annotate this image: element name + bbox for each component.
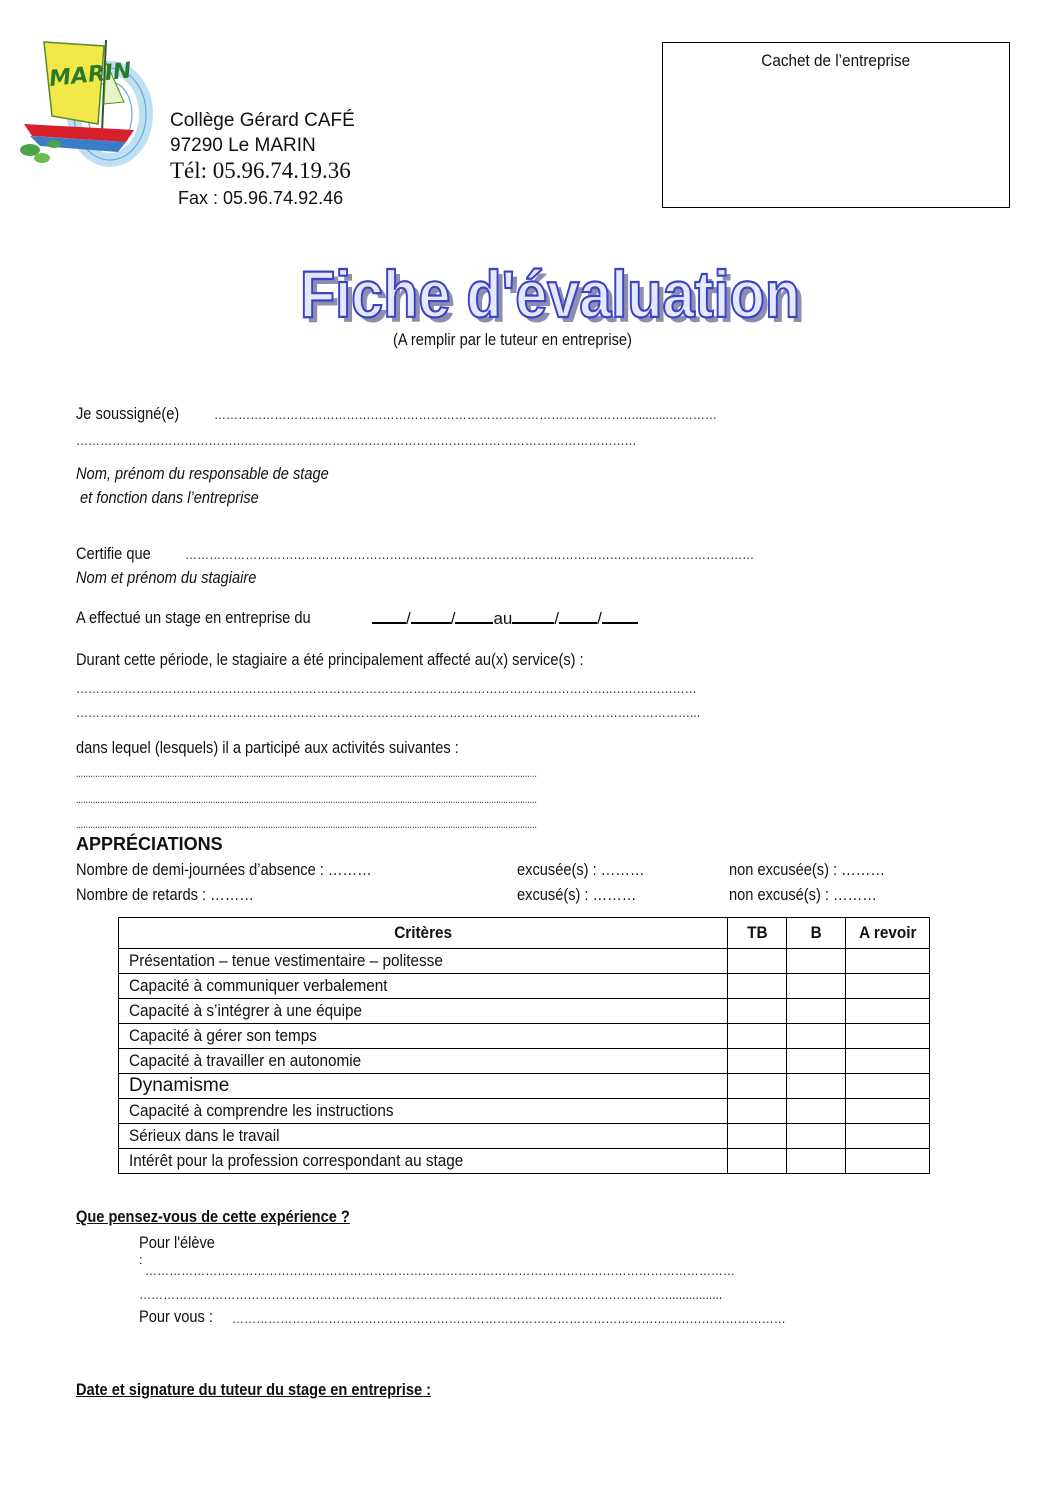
- criterion-label: Capacité à communiquer verbalement: [119, 974, 728, 999]
- school-logo: [14, 32, 154, 172]
- cell-a-revoir[interactable]: [846, 949, 930, 974]
- cell-b[interactable]: [787, 1024, 846, 1049]
- periode-label: Durant cette période, le stagiaire a été principalement affecté au(x) service(s) :: [76, 650, 584, 669]
- stage-end-year[interactable]: [602, 608, 638, 624]
- date-separator: /: [406, 609, 411, 628]
- appreciations-heading: APPRÉCIATIONS: [76, 834, 223, 854]
- cell-b[interactable]: [787, 949, 846, 974]
- cell-tb[interactable]: [728, 1124, 787, 1149]
- title-shadow: Fiche d'évaluation: [305, 262, 805, 336]
- eleve-colon: :: [139, 1252, 143, 1267]
- table-row: [119, 949, 930, 974]
- criterion-label: Intérêt pour la profession correspondant au stage: [119, 1149, 728, 1174]
- table-row: [119, 974, 930, 999]
- date-au-label: au: [493, 609, 513, 628]
- cell-tb[interactable]: [728, 949, 787, 974]
- eleve-label: Pour l'élève: [139, 1233, 215, 1252]
- cell-tb[interactable]: [728, 1099, 787, 1124]
- header-criteres: Critères: [119, 918, 728, 949]
- cell-b[interactable]: [787, 999, 846, 1024]
- criteria-table: [118, 917, 930, 1174]
- header-tb: TB: [728, 918, 787, 949]
- certifie-label: Certifie que: [76, 544, 151, 563]
- cell-tb[interactable]: [728, 1149, 787, 1174]
- cell-a-revoir[interactable]: [846, 1124, 930, 1149]
- stamp-label: Cachet de l’entreprise: [761, 51, 911, 70]
- stage-dates[interactable]: [372, 608, 638, 629]
- criterion-label: Capacité à gérer son temps: [119, 1024, 728, 1049]
- activites-label: dans lequel (lesquels) il a participé aux activités suivantes :: [76, 738, 459, 757]
- table-row: [119, 999, 930, 1024]
- stage-start-year[interactable]: [455, 608, 493, 624]
- soussigne-dots-2[interactable]: …………………………………….………………………………………………………………….…………………: [76, 432, 637, 448]
- school-address: 97290 Le MARIN: [170, 135, 316, 156]
- soussigne-label: Je soussigné(e): [76, 404, 180, 423]
- stagiaire-hint: Nom et prénom du stagiaire: [76, 568, 257, 587]
- page-title: [296, 258, 816, 338]
- eleve-dots-2[interactable]: ……………………………………………………………………………………………………………………................: [139, 1286, 723, 1302]
- table-row: [119, 1049, 930, 1074]
- signature-heading: Date et signature du tuteur du stage en entreprise :: [76, 1380, 432, 1399]
- cell-tb[interactable]: [728, 1049, 787, 1074]
- activites-dots-3[interactable]: ................................................................................................................................................................................................: [76, 817, 537, 831]
- table-row: [119, 1149, 930, 1174]
- eleve-dots-1[interactable]: …………………………………………………………………………………………………………………………………: [145, 1262, 735, 1278]
- responsable-hint-2: et fonction dans l’entreprise: [80, 488, 259, 507]
- criterion-label: Capacité à comprendre les instructions: [119, 1099, 728, 1124]
- cell-b[interactable]: [787, 1124, 846, 1149]
- page-subtitle: (A remplir par le tuteur en entreprise): [393, 330, 632, 349]
- header-b: B: [787, 918, 846, 949]
- cell-b[interactable]: [787, 1149, 846, 1174]
- cell-tb[interactable]: [728, 1074, 787, 1099]
- periode-dots-1[interactable]: ……………………………………………………………………………………………………………………..…………………: [76, 680, 697, 696]
- svg-text:MARIN: MARIN: [48, 58, 133, 92]
- stage-start-day[interactable]: [372, 608, 406, 624]
- cell-b[interactable]: [787, 1049, 846, 1074]
- table-row: [119, 1024, 930, 1049]
- responsable-hint-1: Nom, prénom du responsable de stage: [76, 464, 329, 483]
- excuses-label: excusé(s) : ………: [517, 885, 637, 904]
- title-text: Fiche d'évaluation: [300, 258, 800, 331]
- school-name: Collège Gérard CAFÉ: [170, 110, 355, 131]
- periode-dots-2[interactable]: ………………………………………………………………………………………………………………………………………...: [76, 704, 701, 720]
- experience-heading: Que pensez-vous de cette expérience ?: [76, 1207, 350, 1226]
- stage-end-day[interactable]: [512, 608, 554, 624]
- cell-a-revoir[interactable]: [846, 1099, 930, 1124]
- cell-b[interactable]: [787, 1099, 846, 1124]
- activites-dots-1[interactable]: ................................................................................................................................................................................................: [76, 766, 537, 780]
- cell-a-revoir[interactable]: [846, 1074, 930, 1099]
- criterion-label: Présentation – tenue vestimentaire – politesse: [119, 949, 728, 974]
- criterion-label: Capacité à s’intégrer à une équipe: [119, 999, 728, 1024]
- stage-label: A effectué un stage en entreprise du: [76, 608, 311, 627]
- cell-a-revoir[interactable]: [846, 1049, 930, 1074]
- school-phone: Tél: 05.96.74.19.36: [170, 158, 351, 183]
- table-row: [119, 1124, 930, 1149]
- excusees-label: excusée(s) : ………: [517, 860, 645, 879]
- cell-tb[interactable]: [728, 999, 787, 1024]
- certifie-dots[interactable]: ……………………………………………………………………………….……………………………………………: [185, 546, 755, 562]
- company-stamp-box: [662, 42, 1010, 208]
- vous-dots[interactable]: …………………………………………………………………………………………………………………………: [232, 1310, 786, 1326]
- vous-label: Pour vous :: [139, 1307, 213, 1326]
- non-excusees-label: non excusée(s) : ………: [729, 860, 886, 879]
- school-fax: Fax : 05.96.74.92.46: [178, 188, 344, 208]
- cell-tb[interactable]: [728, 974, 787, 999]
- retards-label: Nombre de retards : ………: [76, 885, 254, 904]
- soussigne-dots[interactable]: ……………………………………………………………………………………………..........…………: [214, 406, 718, 422]
- cell-a-revoir[interactable]: [846, 1149, 930, 1174]
- cell-a-revoir[interactable]: [846, 974, 930, 999]
- criterion-label: Capacité à travailler en autonomie: [119, 1049, 728, 1074]
- absence-label: Nombre de demi-journées d’absence : ………: [76, 860, 372, 879]
- table-header-row: [119, 918, 930, 949]
- header-a-revoir: A revoir: [846, 918, 930, 949]
- date-separator: /: [450, 609, 456, 628]
- stage-start-month[interactable]: [411, 608, 451, 624]
- cell-tb[interactable]: [728, 1024, 787, 1049]
- table-row: [119, 1074, 930, 1099]
- stage-end-month[interactable]: [559, 608, 597, 624]
- table-row: [119, 1099, 930, 1124]
- non-excuses-label: non excusé(s) : ………: [729, 885, 877, 904]
- cell-a-revoir[interactable]: [846, 1024, 930, 1049]
- criterion-label: Sérieux dans le travail: [119, 1124, 728, 1149]
- date-separator: /: [597, 609, 602, 628]
- cell-b[interactable]: [787, 974, 846, 999]
- criterion-label: Dynamisme: [119, 1074, 728, 1099]
- cell-b[interactable]: [787, 1074, 846, 1099]
- activites-dots-2[interactable]: ................................................................................................................................................................................................: [76, 792, 537, 806]
- date-separator: /: [554, 609, 560, 628]
- cell-a-revoir[interactable]: [846, 999, 930, 1024]
